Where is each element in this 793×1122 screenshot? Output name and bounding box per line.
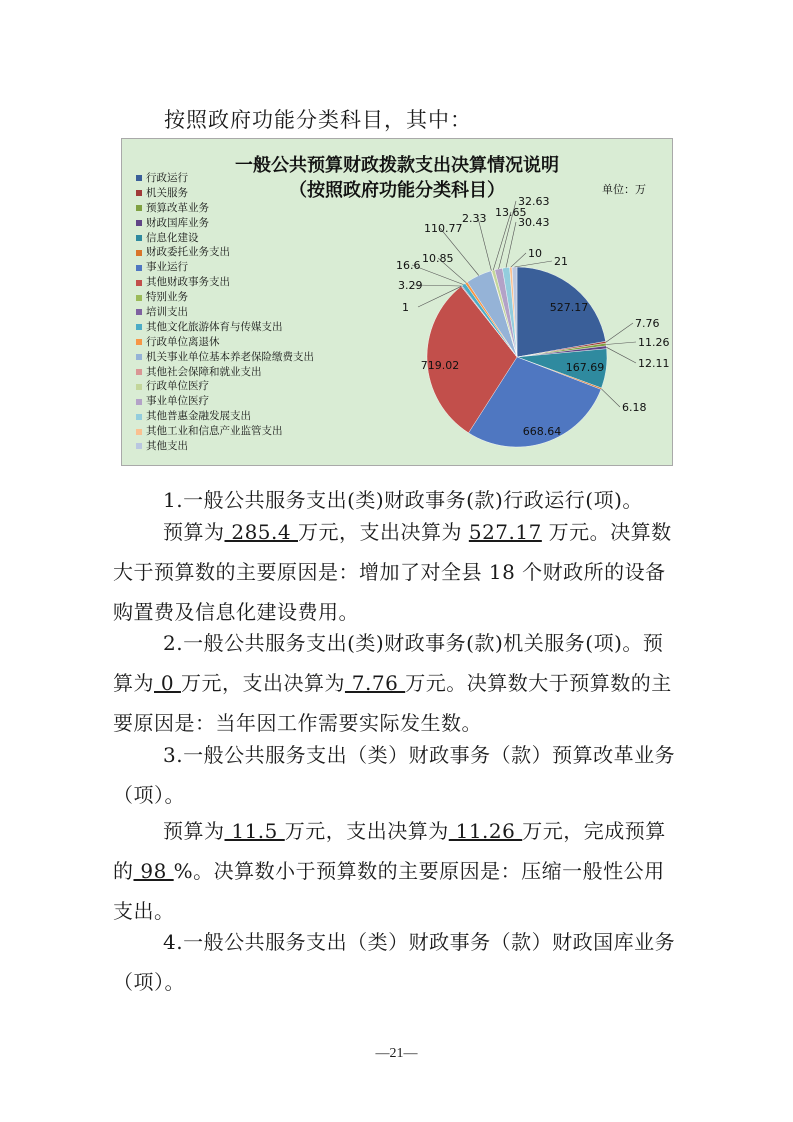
data-label: 719.02 — [420, 359, 460, 372]
legend-label: 行政单位离退休 — [146, 335, 220, 348]
legend-swatch — [136, 190, 142, 196]
legend-item — [136, 260, 314, 275]
legend-swatch — [136, 265, 142, 271]
paragraph-4 — [113, 735, 678, 815]
legend-item — [136, 231, 314, 246]
legend-swatch — [136, 339, 142, 345]
data-label: 11.26 — [638, 336, 670, 349]
paragraph-text: %。决算数小于预算数的主要原因是：压缩一般性公用支出。 — [113, 859, 665, 923]
paragraph-3 — [113, 623, 678, 743]
data-label: 10 — [528, 247, 542, 260]
leader-line — [606, 323, 633, 342]
leader-line — [493, 212, 511, 270]
leader-line — [607, 347, 637, 363]
legend-item — [136, 275, 314, 290]
paragraph-text: 2.一般公共服务支出(类)财政事务(款)机关服务(项)。预算为 — [113, 631, 664, 695]
data-label: 16.6 — [396, 259, 421, 272]
data-label: 32.63 — [518, 195, 550, 208]
data-label: 10.85 — [422, 252, 454, 265]
paragraph-5 — [113, 811, 678, 931]
legend-item — [136, 424, 314, 439]
legend-swatch — [136, 429, 142, 435]
leader-line — [511, 253, 526, 267]
pie-chart — [121, 138, 673, 466]
legend-swatch — [136, 280, 142, 286]
legend-swatch — [136, 309, 142, 315]
legend-item — [136, 186, 314, 201]
legend-swatch — [136, 369, 142, 375]
legend-label: 信息化建设 — [146, 231, 199, 244]
paragraph-text: 万元。决算数大于预算数的主要原因是：增加了对全县 18 个财政所的设备购置费及信息化建设费用。 — [113, 520, 672, 624]
legend-label: 培训支出 — [146, 306, 188, 319]
legend-label: 事业运行 — [146, 261, 188, 274]
paragraph-text: 1.一般公共服务支出(类)财政事务(款)行政运行(项)。 — [163, 488, 643, 512]
data-label: 7.76 — [635, 317, 660, 330]
legend-label: 预算改革业务 — [146, 201, 209, 214]
legend-item — [136, 439, 314, 454]
legend-item — [136, 201, 314, 216]
legend-swatch — [136, 443, 142, 449]
data-label: 167.69 — [565, 361, 605, 374]
legend-swatch — [136, 295, 142, 301]
data-label: 12.11 — [638, 357, 670, 370]
legend-label: 其他财政事务支出 — [146, 276, 230, 289]
chart-legend — [136, 171, 314, 454]
legend-item — [136, 290, 314, 305]
legend-swatch — [136, 250, 142, 256]
legend-swatch — [136, 324, 142, 330]
chart-subtitle: （按照政府功能分类科目） — [289, 180, 505, 201]
paragraph-text: 万元，支出决算为 — [180, 671, 345, 695]
legend-item — [136, 394, 314, 409]
legend-swatch — [136, 384, 142, 390]
paragraph-text: 万元，支出决算为 — [297, 520, 469, 544]
legend-label: 事业单位医疗 — [146, 395, 209, 408]
paragraph-text: 4.一般公共服务支出（类）财政事务（款）财政国库业务（项）。 — [113, 930, 676, 994]
leader-line — [515, 261, 553, 267]
leader-line — [506, 222, 516, 268]
legend-item — [136, 379, 314, 394]
legend-item — [136, 216, 314, 231]
legend-label: 财政国库业务 — [146, 216, 209, 229]
legend-label: 其他工业和信息产业监管支出 — [146, 425, 283, 438]
legend-label: 特别业务 — [146, 291, 188, 304]
intro-line: 按照政府功能分类科目，其中： — [164, 108, 472, 132]
legend-label: 其他普惠金融发展支出 — [146, 410, 251, 423]
data-label: 2.33 — [462, 212, 487, 225]
page-number: —21— — [375, 1046, 418, 1061]
underlined-value: 11.5 — [224, 819, 285, 843]
legend-item — [136, 365, 314, 380]
underlined-value: 98 — [133, 859, 174, 883]
legend-item — [136, 320, 314, 335]
data-label: 1 — [402, 301, 409, 314]
paragraph-text: 3.一般公共服务支出（类）财政事务（款）预算改革业务（项）。 — [113, 743, 676, 807]
legend-label: 机关服务 — [146, 186, 188, 199]
legend-label: 其他社会保障和就业支出 — [146, 365, 262, 378]
underlined-value: 7.76 — [344, 671, 406, 695]
paragraph-text: 万元，支出决算为 — [284, 819, 449, 843]
leader-line — [601, 389, 620, 407]
data-label: 30.43 — [518, 216, 550, 229]
leader-line — [606, 342, 636, 345]
legend-label: 行政单位医疗 — [146, 380, 209, 393]
chart-unit: 单位：万 — [602, 183, 646, 196]
legend-item — [136, 335, 314, 350]
data-label: 110.77 — [424, 222, 463, 235]
underlined-value: 0 — [154, 671, 181, 695]
paragraph-2 — [113, 512, 678, 632]
data-label: 6.18 — [622, 401, 647, 414]
underlined-value: 285.4 — [224, 520, 298, 544]
paragraph-text: 万元，完成预算的 — [113, 819, 666, 883]
data-label: 13.65 — [495, 206, 527, 219]
legend-swatch — [136, 175, 142, 181]
data-label: 21 — [554, 255, 568, 268]
legend-swatch — [136, 399, 142, 405]
legend-label: 行政运行 — [146, 172, 188, 184]
underlined-value: 11.26 — [448, 819, 523, 843]
legend-item — [136, 171, 314, 186]
legend-item — [136, 245, 314, 260]
legend-swatch — [136, 354, 142, 360]
legend-swatch — [136, 414, 142, 420]
underlined-value: 527.17 — [468, 520, 542, 544]
legend-label: 其他文化旅游体育与传媒支出 — [146, 320, 283, 333]
legend-label: 财政委托业务支出 — [146, 246, 230, 259]
legend-swatch — [136, 205, 142, 211]
legend-swatch — [136, 235, 142, 241]
chart-title: 一般公共预算财政拨款支出决算情况说明 — [235, 155, 559, 176]
paragraph-text: 预算为 — [163, 819, 225, 843]
paragraph-6 — [113, 922, 678, 1002]
legend-item — [136, 305, 314, 320]
legend-label: 机关事业单位基本养老保险缴费支出 — [146, 350, 314, 363]
data-label: 3.29 — [398, 279, 423, 292]
legend-item — [136, 350, 314, 365]
legend-item — [136, 409, 314, 424]
legend-label: 其他支出 — [146, 440, 188, 453]
legend-swatch — [136, 220, 142, 226]
paragraph-text: 预算为 — [163, 520, 225, 544]
paragraph-text: 万元。决算数大于预算数的主要原因是：当年因工作需要实际发生数。 — [113, 671, 672, 735]
data-label: 668.64 — [522, 425, 562, 438]
data-label: 527.17 — [549, 301, 589, 314]
leader-line — [478, 218, 491, 271]
